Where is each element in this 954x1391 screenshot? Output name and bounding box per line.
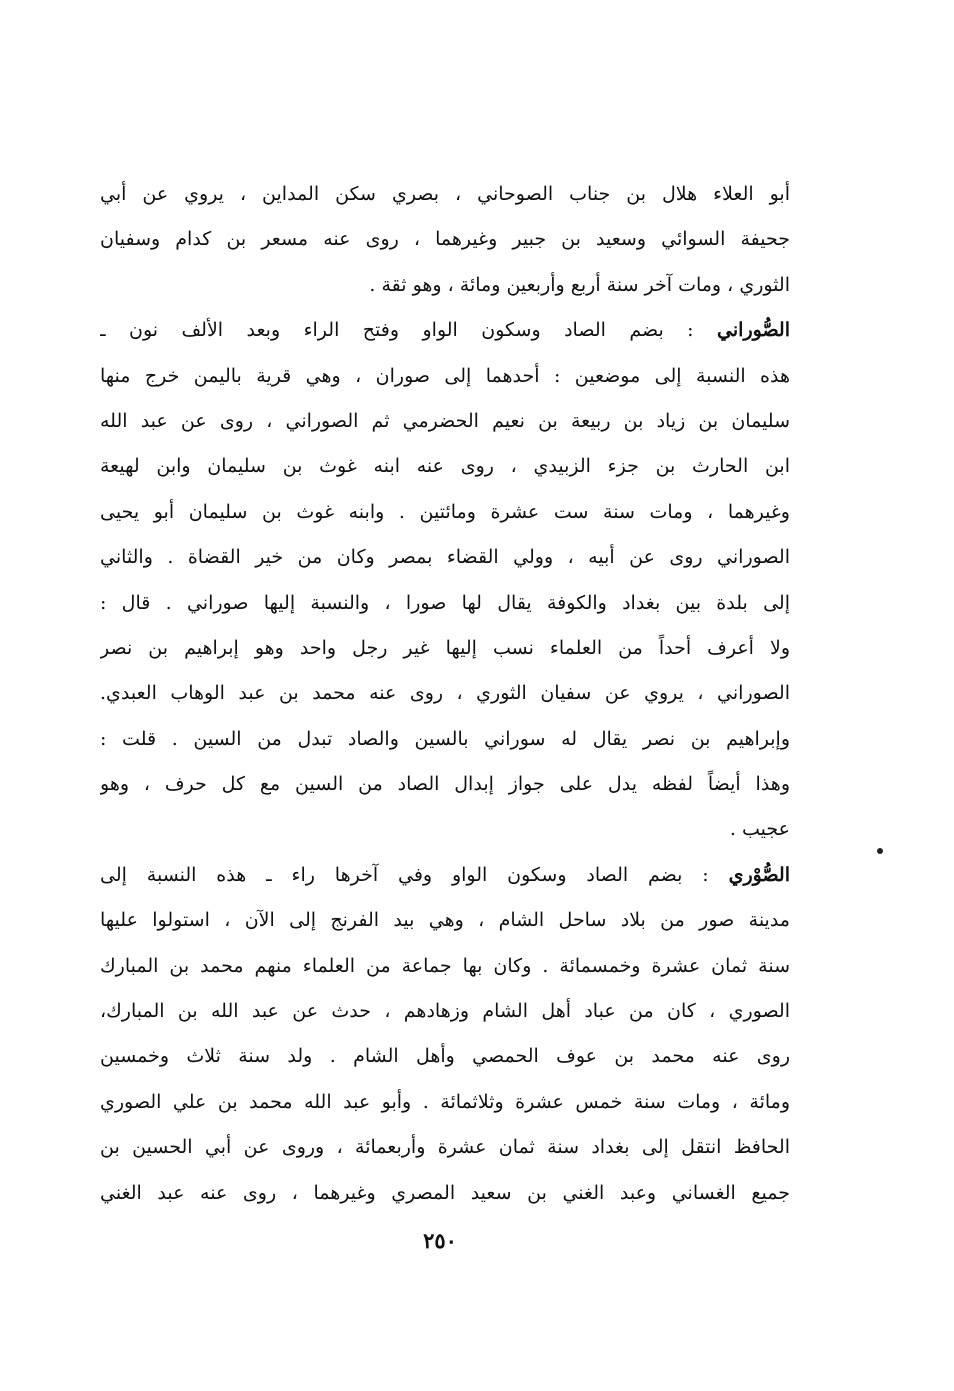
text-line: الصوري ، كان من عباد أهل الشام وزهادهم ، حدث عن عبد الله بن المبارك، <box>100 1000 790 1023</box>
text-line: عجيب . <box>729 818 790 841</box>
entry-heading: الصُّوْري <box>728 863 790 886</box>
text-line: ولا أعرف أحداً من العلماء نسب إليها غير رجل واحد وهو إبراهيم بن نصر <box>100 636 790 659</box>
text-line: وغيرهما ، ومات سنة ست عشرة ومائتين . وابنه غوث بن سليمان أبو يحيى <box>100 500 790 523</box>
text-line: سنة ثمان عشرة وخمسمائة . وكان بها جماعة من العلماء منهم محمد بن المبارك <box>100 954 790 977</box>
text-line: مدينة صور من بلاد ساحل الشام ، وهي بيد الفرنج إلى الآن ، استولوا عليها <box>100 909 790 932</box>
text-line: الحافظ انتقل إلى بغداد سنة ثمان عشرة وأربعمائة ، وروى عن أبي الحسين بن <box>100 1136 790 1159</box>
text-line: إلى بلدة بين بغداد والكوفة يقال لها صورا ، والنسبة إليها صوراني . قال : <box>100 591 790 614</box>
entry-heading: الصُّوراني <box>717 319 790 342</box>
entry-heading-line: الصُّوْري : بضم الصاد وسكون الواو وفي آخرها راء ـ هذه النسبة إلى <box>100 863 790 886</box>
text-line: هذه النسبة إلى موضعين : أحدهما إلى صوران ، وهي قرية باليمن خرج منها <box>100 364 790 387</box>
text-line: أبو العلاء هلال بن جناب الصوحاني ، بصري سكن المداين ، يروي عن أبي <box>100 183 790 205</box>
text-line: جميع الغساني وعبد الغني بن سعيد المصري وغيرهما ، روى عنه عبد الغني <box>100 1181 790 1204</box>
text-line: سليمان بن زياد بن ربيعة بن نعيم الحضرمي ثم الصوراني ، روى عن عبد الله <box>100 409 790 432</box>
entry-heading-line: الصُّوراني : بضم الصاد وسكون الواو وفتح الراء وبعد الألف نون ـ <box>100 319 790 342</box>
text-line: الثوري ، ومات آخر سنة أربع وأربعين ومائة ، وهو ثقة . <box>369 273 790 296</box>
text-line: وهذا أيضاً لفظه يدل على جواز إبدال الصاد من السين مع كل حرف ، وهو <box>100 773 790 796</box>
text-line: وإبراهيم بن نصر يقال له سوراني بالسين والصاد تبدل من السين . قلت : <box>100 727 790 750</box>
text-line: الصوراني روى عن أبيه ، وولي القضاء بمصر وكان من خير القضاة . والثاني <box>100 546 790 569</box>
text-line: جحيفة السوائي وسعيد بن جبير وغيرهما ، روى عنه مسعر بن كدام وسفيان <box>100 228 790 251</box>
page-number: ٢٥٠ <box>423 1228 457 1253</box>
body-text <box>100 172 790 1216</box>
text-line: ومائة ، ومات سنة خمس عشرة وثلاثمائة . وأبو عبد الله محمد بن علي الصوري <box>100 1090 790 1113</box>
text-line: الصوراني ، يروي عن سفيان الثوري ، روى عنه محمد بن عبد الوهاب العبدي. <box>100 682 790 705</box>
ink-dot <box>877 848 883 854</box>
text-line: روى عنه محمد بن عوف الحمصي وأهل الشام . ولد سنة ثلاث وخمسين <box>100 1045 790 1068</box>
text-line: ابن الحارث بن جزء الزبيدي ، روى عنه ابنه غوث بن سليمان وابن لهيعة <box>100 455 790 478</box>
